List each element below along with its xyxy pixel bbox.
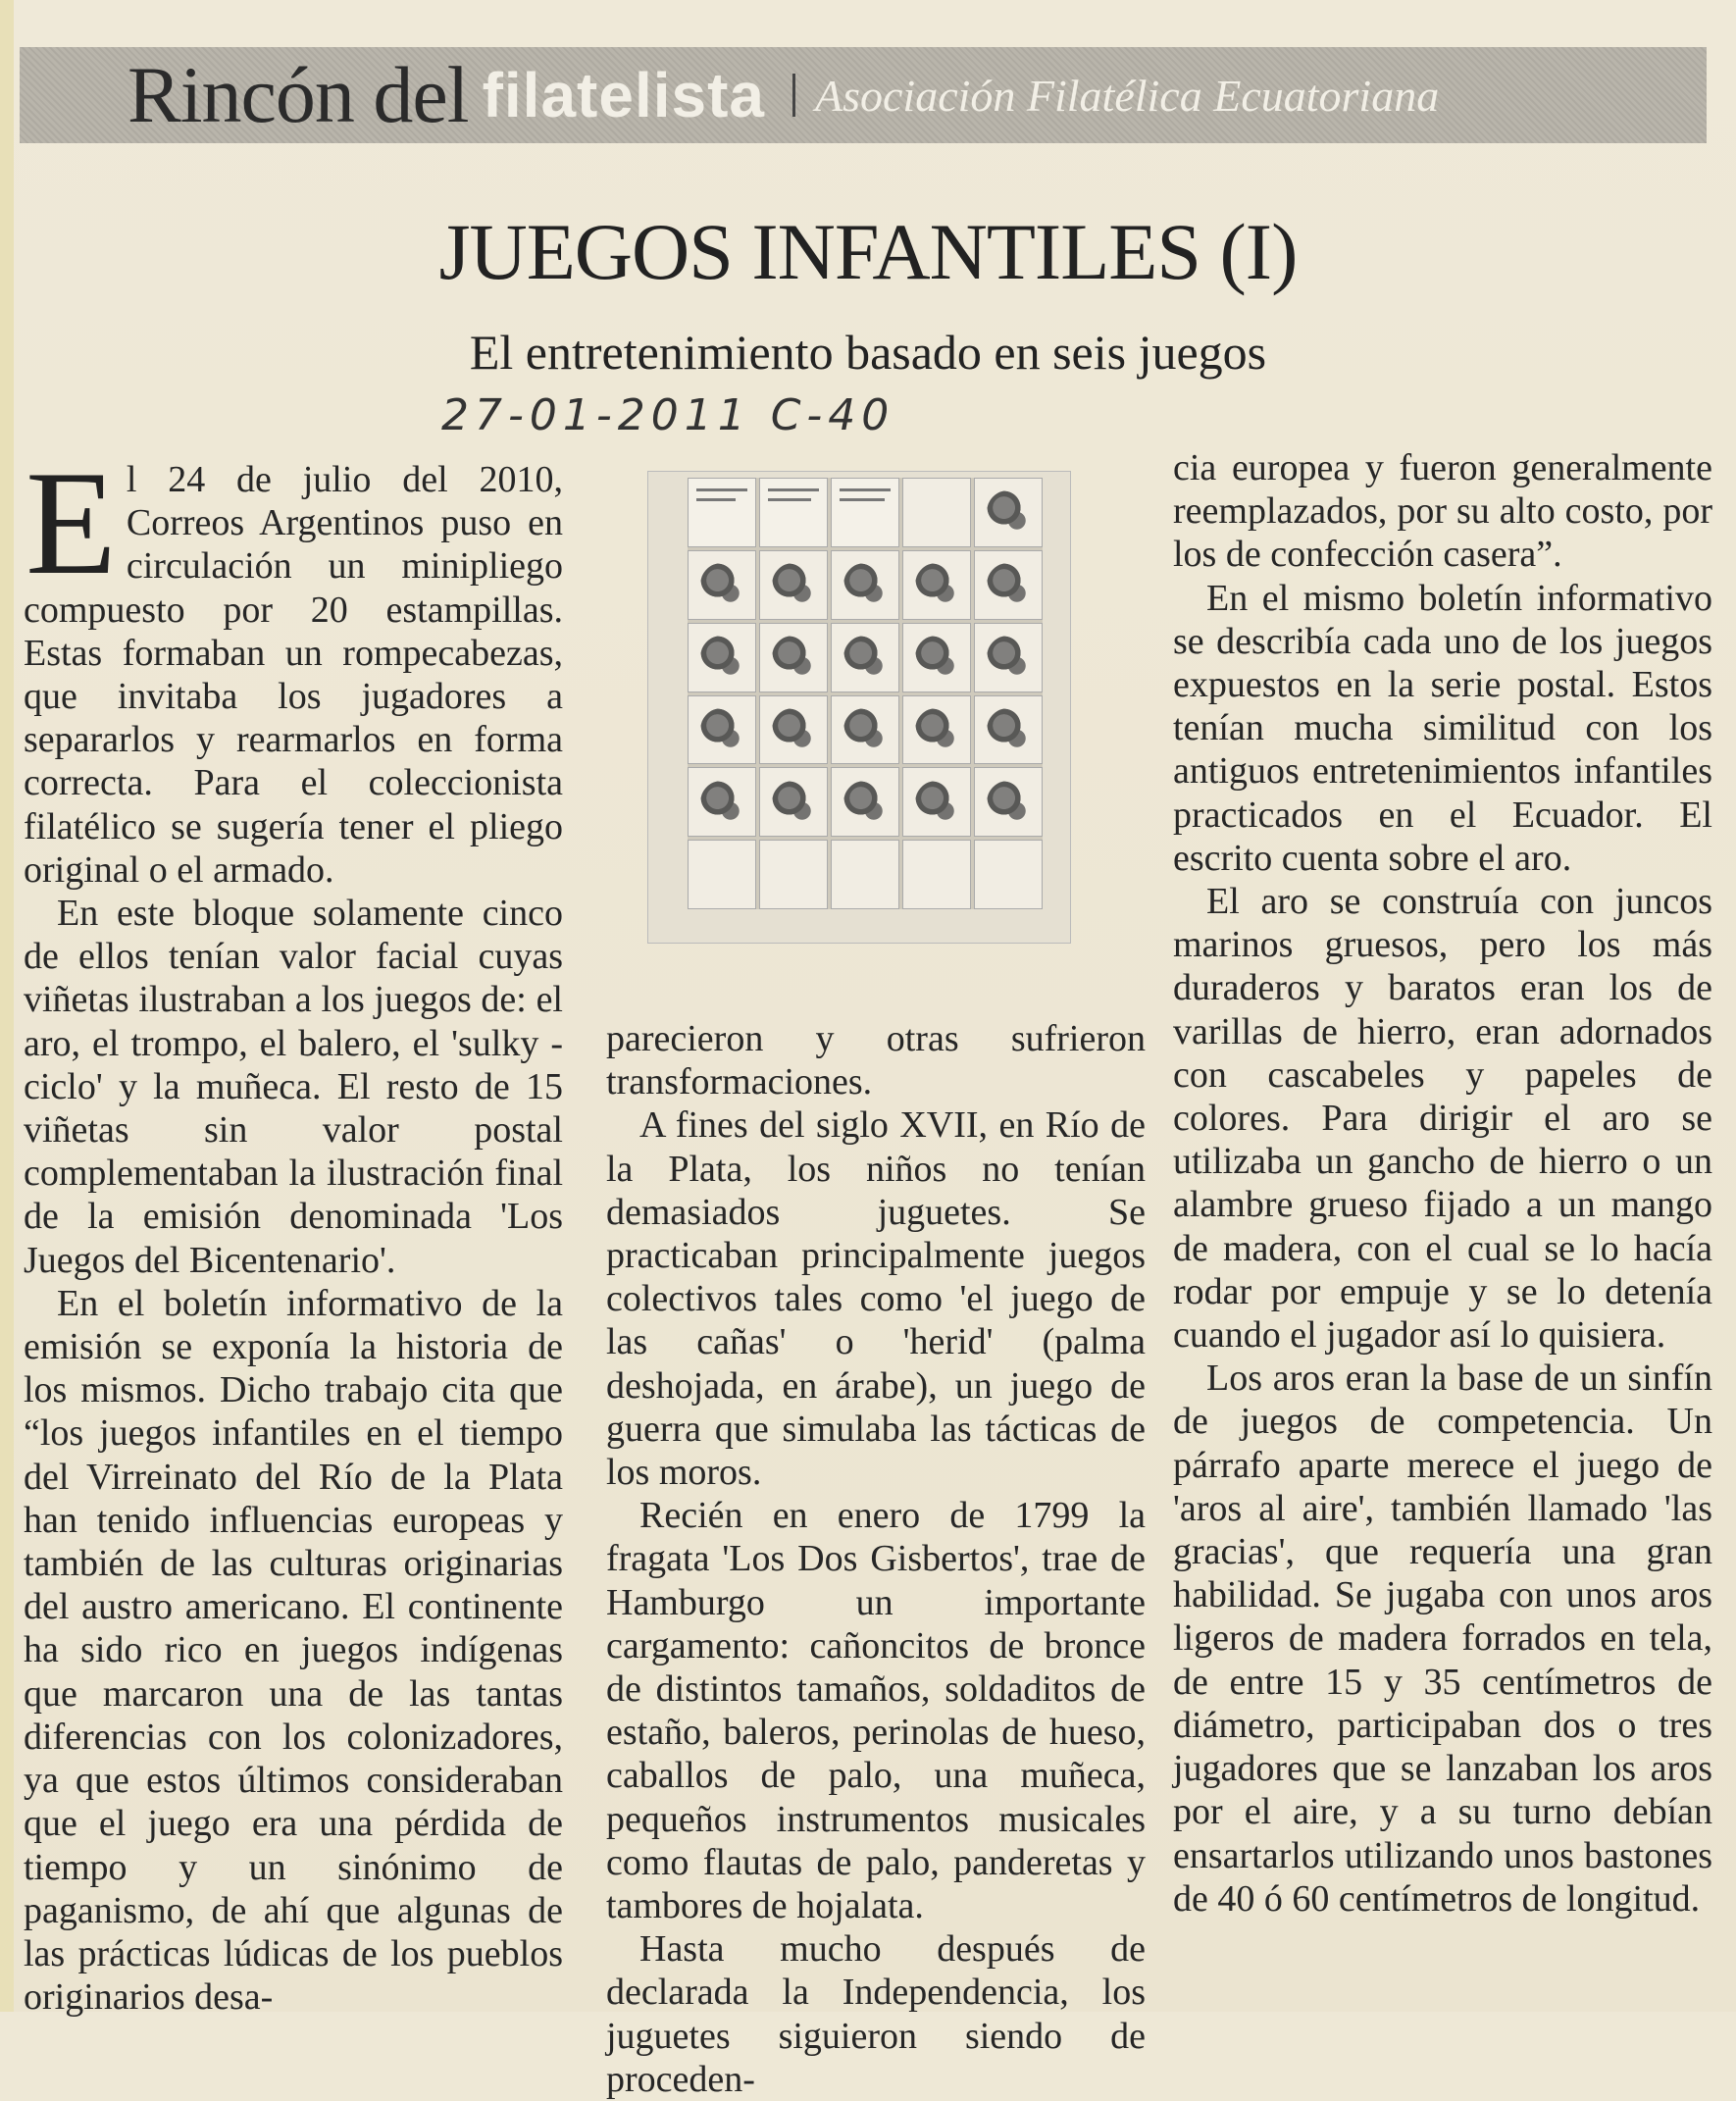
stamp — [902, 840, 971, 909]
section-header — [20, 47, 1707, 143]
paragraph — [24, 440, 563, 892]
stamp — [902, 550, 971, 620]
column-1 — [24, 440, 563, 2019]
header-divider — [792, 74, 795, 117]
column-3 — [1173, 446, 1712, 1921]
stamp — [974, 623, 1043, 692]
paragraph: En el boletín informativo de la emisión se exponía la historia de los mismos. Dicho trabajo cita que “los juegos infantiles en el tiempo del Virreinato del Río de la Plata han tenido influencias europeas y también de las culturas originarias del austro americano. El continente ha sido rico en juegos indígenas que marcaron una de las tantas diferencias con los colonizadores, ya que estos últimos consideraban que el juego era una pérdida de tiempo y un sinónimo de paganismo, de ahí que algunas de las prácticas lúdicas de los pueblos originarios desa- — [24, 1282, 563, 2019]
header-rincon: Rincón del — [128, 50, 469, 139]
header-asociacion: Asociación Filatélica Ecuatoriana — [815, 70, 1440, 121]
paragraph: Los aros eran la base de un sinfín de juegos de competencia. Un párrafo aparte merece el juego de 'aros al aire', también llamado 'las gracias', que requería una gran habilidad. Se jugaba con unos aros ligeros de madera forrados en tela, de entre 15 y 35 centímetros de diámetro, participaban dos o tres jugadores que se lanzaban los aros por el aire, y a su turno debían ensartarlos utilizando unos bastones de 40 ó 60 centímetros de longitud. — [1173, 1358, 1712, 1920]
stamp — [902, 623, 971, 692]
stamp-grid — [688, 478, 1043, 909]
stamp — [759, 623, 828, 692]
stamp — [688, 767, 756, 837]
stamp — [974, 550, 1043, 620]
paragraph: cia europea y fueron generalmente reemplazados, por su alto costo, por los de confección casera”. — [1173, 447, 1712, 576]
stamp — [974, 478, 1043, 547]
paragraph-text: l 24 de julio del 2010, Correos Argentinos puso en circulación un minipliego compuesto por 20 estampillas. Estas formaban un rompecabezas, que invitaba los jugadores a separarlos y rearmarlos en forma correcta. Para el coleccionista filatélico se sugería tener el pliego original o el armado. — [24, 459, 563, 891]
stamp — [974, 695, 1043, 765]
paragraph: parecieron y otras sufrieron transformaciones. — [606, 1018, 1146, 1103]
stamp — [831, 695, 899, 765]
stamp — [974, 767, 1043, 837]
stamp — [902, 767, 971, 837]
stamp — [688, 550, 756, 620]
stamp — [688, 478, 756, 547]
page-edge — [0, 0, 14, 2012]
paragraph: En el mismo boletín informativo se describía cada uno de los juegos expuestos en la serie postal. Estos tenían mucha similitud con los antiguos entretenimientos infantiles practicados en el Ecuador. El escrito cuenta sobre el aro. — [1173, 577, 1712, 879]
stamp — [759, 695, 828, 765]
stamp — [974, 840, 1043, 909]
stamp — [831, 840, 899, 909]
stamp — [688, 623, 756, 692]
paragraph: Recién en enero de 1799 la fragata 'Los Dos Gisbertos', trae de Hamburgo un importante cargamento: cañoncitos de bronce de distintos tamaños, soldaditos de estaño, baleros, perinolas de hueso, caballos de palo, una muñeca, pequeños instrumentos musicales como flautas de palo, panderetas y tambores de hojalata. — [606, 1495, 1146, 1927]
stamp — [688, 840, 756, 909]
paragraph: A fines del siglo XVII, en Río de la Plata, los niños no tenían demasiados juguetes. Se practicaban principalmente juegos colectivos tales como 'el juego de las cañas' o 'herid' (palma deshojada, en árabe), un juego de guerra que simulaba las tácticas de los moros. — [606, 1104, 1146, 1494]
paragraph: En este bloque solamente cinco de ellos tenían valor facial cuyas viñetas ilustraban a los juegos de: el aro, el trompo, el balero, el 'sulky -ciclo' y la muñeca. El resto de 15 viñetas sin valor postal complementaban la ilustración final de la emisión denominada 'Los Juegos del Bicentenario'. — [24, 893, 563, 1281]
header-filatelista: filatelista — [482, 60, 765, 130]
stamp — [759, 840, 828, 909]
stamp — [759, 478, 828, 547]
article-title: JUEGOS INFANTILES (I) — [438, 207, 1298, 296]
stamp — [831, 623, 899, 692]
article-subtitle: El entretenimiento basado en seis juegos — [469, 325, 1267, 380]
column-2 — [606, 1017, 1146, 2101]
stamp — [759, 767, 828, 837]
paragraph: El aro se construía con juncos marinos gruesos, pero los más duraderos y baratos eran los de varillas de hierro, eran adornados con cascabeles y papeles de colores. Para dirigir el aro se utilizaba un gancho de hierro o un alambre grueso fijado a un mango de madera, con el cual se lo hacía rodar por empuje y se lo detenía cuando el jugador así lo quisiera. — [1173, 881, 1712, 1357]
stamp — [688, 695, 756, 765]
handwritten-note: 27-01-2011 C-40 — [441, 390, 895, 440]
stamp — [831, 550, 899, 620]
stamp — [831, 767, 899, 837]
paragraph: Hasta mucho después de declarada la Independencia, los juguetes siguieron siendo de proceden- — [606, 1928, 1146, 2100]
stamp — [902, 478, 971, 547]
drop-cap: E — [26, 440, 117, 605]
stamp — [831, 478, 899, 547]
stamp — [759, 550, 828, 620]
stamp — [902, 695, 971, 765]
stamp-sheet-image — [647, 471, 1071, 944]
